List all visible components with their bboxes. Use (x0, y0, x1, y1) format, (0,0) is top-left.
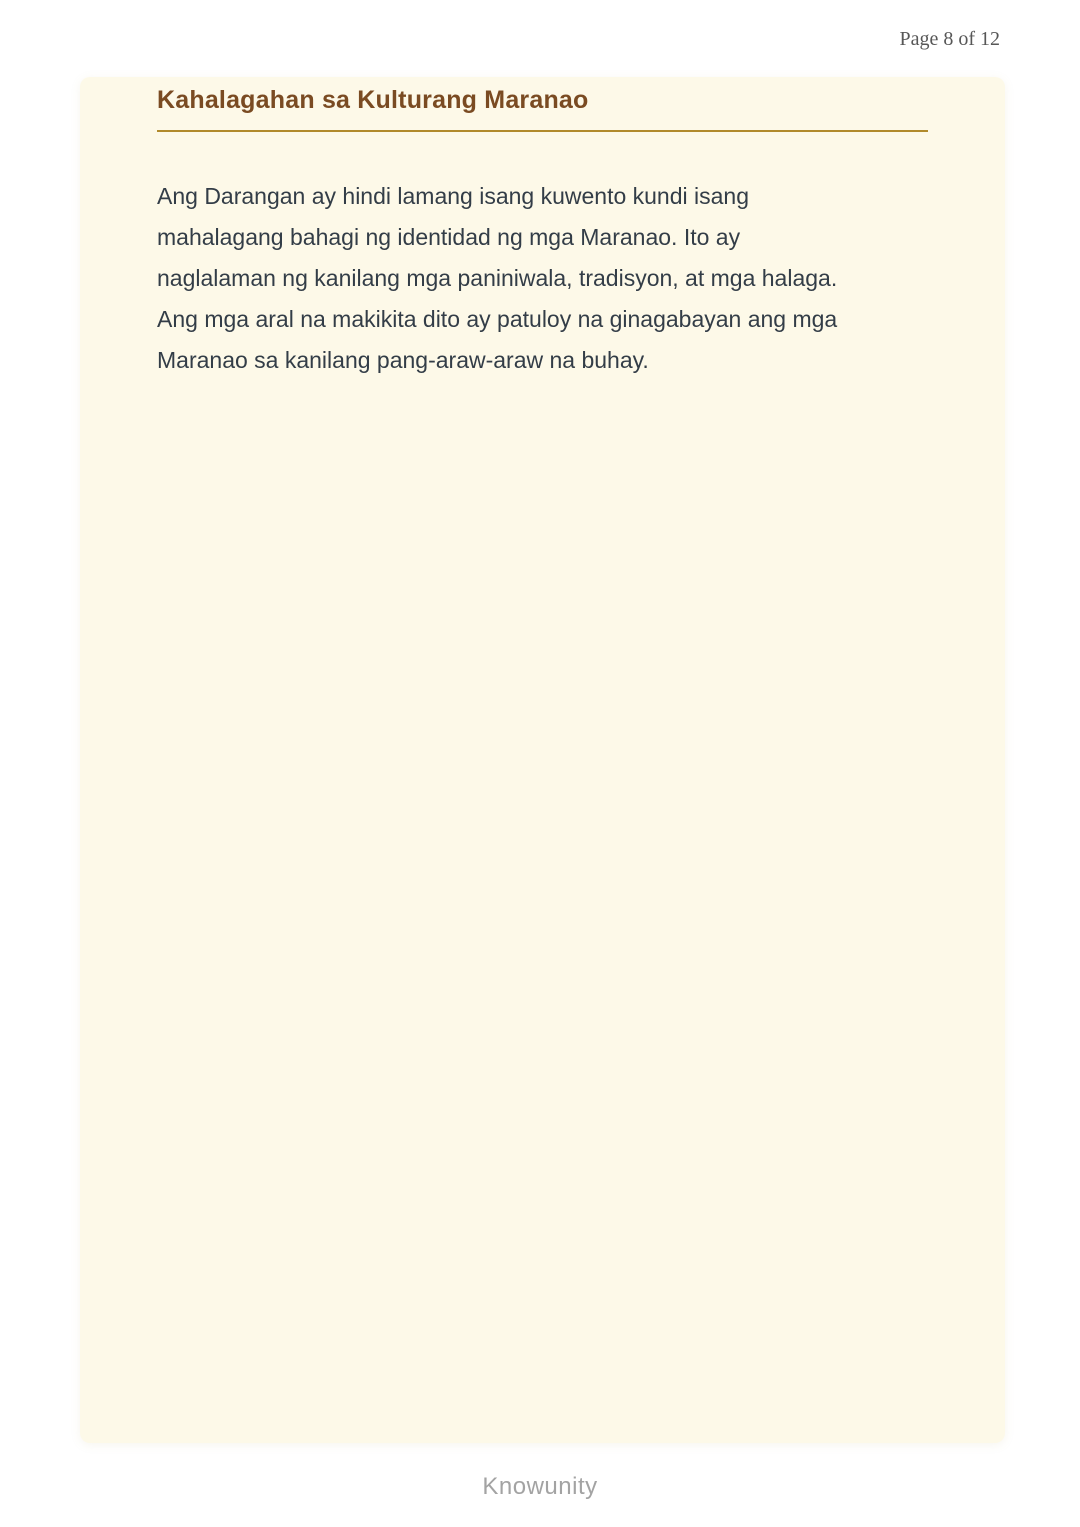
body-line: Ang Darangan ay hindi lamang isang kuwento kundi isang (157, 183, 750, 209)
body-line: Ang mga aral na makikita dito ay patuloy na ginagabayan ang mga (157, 306, 838, 332)
body-paragraph (157, 176, 928, 381)
heading-divider-rule (157, 130, 928, 132)
page-number-indicator: Page 8 of 12 (899, 28, 1000, 50)
body-line: Maranao sa kanilang pang-araw-araw na buhay. (157, 347, 649, 373)
body-line: mahalagang bahagi ng identidad ng mga Maranao. Ito ay (157, 224, 741, 250)
body-line: naglalaman ng kanilang mga paniniwala, tradisyon, at mga halaga. (157, 265, 838, 291)
footer-brand-label: Knowunity (482, 1473, 598, 1500)
section-heading: Kahalagahan sa Kulturang Maranao (157, 86, 589, 114)
document-content-card (80, 77, 1005, 1443)
